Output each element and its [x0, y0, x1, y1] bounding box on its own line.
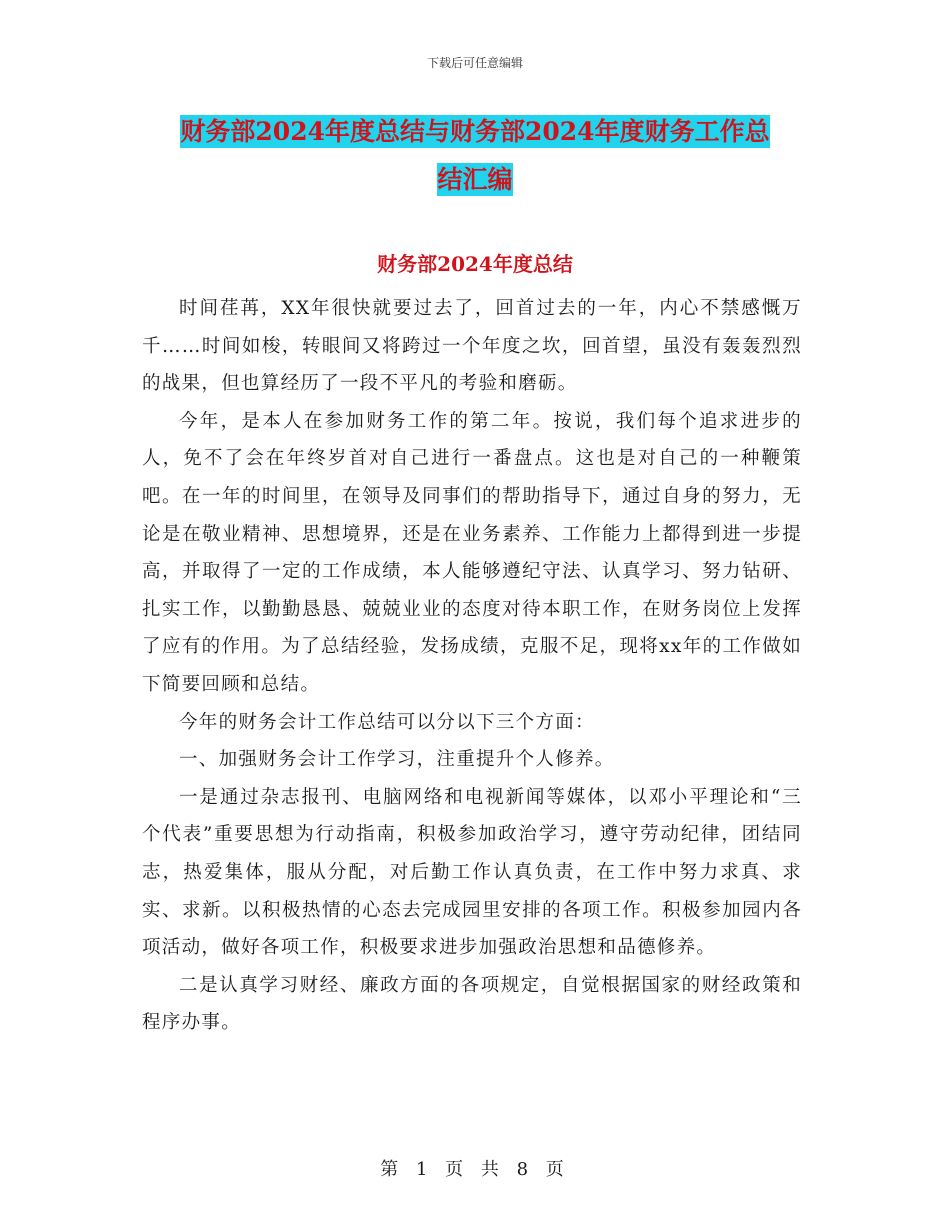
body-paragraph: 一是通过杂志报刊、电脑网络和电视新闻等媒体，以邓小平理论和“三个代表”重要思想为行动指南，积极参加政治学习，遵守劳动纪律，团结同志，热爱集体，服从分配，对后勤工作认真负责，在工作中努力求真、求实、求新。以积极热情的心态去完成园里安排的各项工作。积极参加园内各项活动，做好各项工作，积极要求进步加强政治思想和品德修养。 — [142, 786, 802, 959]
document-title-line-1: 财务部2024年度总结与财务部2024年度财务工作总 — [180, 117, 770, 146]
document-body — [142, 290, 802, 1042]
header-note: 下载后可任意编辑 — [426, 56, 523, 70]
document-title — [140, 108, 810, 204]
body-paragraph: 时间荏苒，XX年很快就要过去了，回首过去的一年，内心不禁感慨万千……时间如梭，转眼间又将跨过一个年度之坎，回首望，虽没有轰轰烈烈的战果，但也算经历了一段不平凡的考验和磨砺。 — [142, 298, 802, 395]
section-title: 财务部2024年度总结 — [377, 252, 573, 276]
body-paragraph: 今年，是本人在参加财务工作的第二年。按说，我们每个追求进步的人，免不了会在年终岁首对自己进行一番盘点。这也是对自己的一种鞭策吧。在一年的时间里，在领导及同事们的帮助指导下，通过自身的努力，无论是在敬业精神、思想境界，还是在业务素养、工作能力上都得到进一步提高，并取得了一定的工作成绩，本人能够遵纪守法、认真学习、努力钻研、扎实工作，以勤勤恳恳、兢兢业业的态度对待本职工作，在财务岗位上发挥了应有的作用。为了总结经验，发扬成绩，克服不足，现将xx年的工作做如下简要回顾和总结。 — [142, 410, 802, 695]
document-title-line-2: 结汇编 — [437, 165, 513, 194]
body-paragraph: 今年的财务会计工作总结可以分以下三个方面： — [179, 711, 595, 733]
body-paragraph: 一、加强财务会计工作学习，注重提升个人修养。 — [179, 749, 615, 771]
page-footer: 第 1 页 共 8 页 — [380, 1159, 570, 1180]
body-paragraph: 二是认真学习财经、廉政方面的各项规定，自觉根据国家的财经政策和程序办事。 — [142, 974, 802, 1034]
